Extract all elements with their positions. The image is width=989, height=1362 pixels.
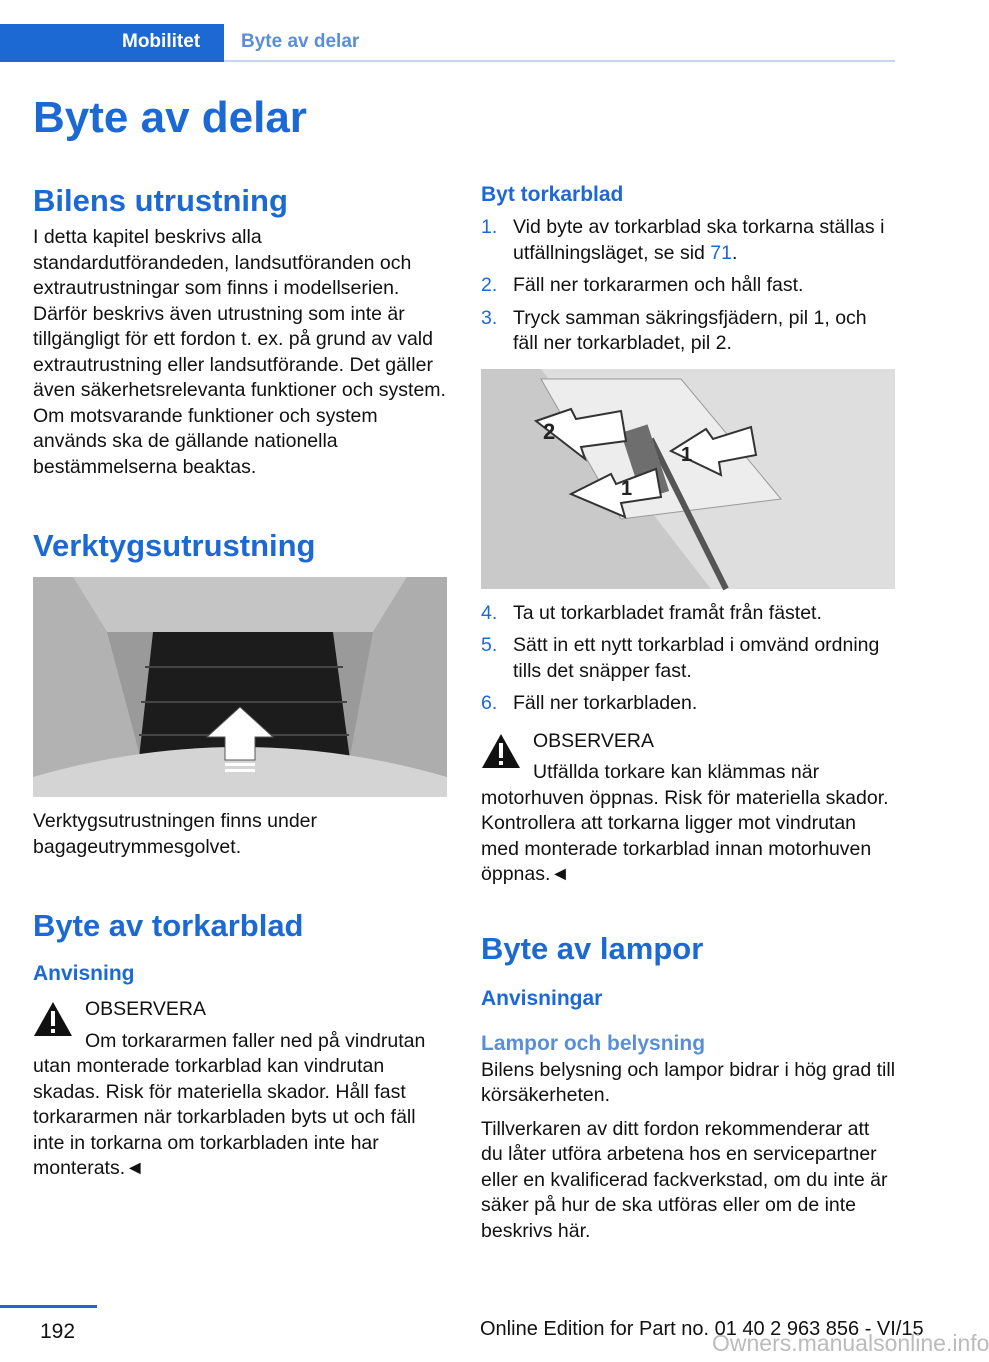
right-column [481, 180, 896, 1244]
step-number: 4. [481, 601, 498, 624]
arrow-label-1b: 1 [621, 477, 633, 500]
page-number: 192 [40, 1320, 76, 1343]
footer-rule [0, 1305, 97, 1308]
arrow-label-1a: 1 [681, 443, 693, 466]
step-text: Fäll ner torkararmen och håll fast. [513, 274, 804, 296]
warning-triangle-icon [481, 733, 521, 769]
tools-caption: Verktygsutrustningen finns under bagageutrymmesgolvet. [33, 810, 318, 858]
warning-text: Om torkararmen faller ned på vindrutan utan monterade torkarblad kan vindrutan skadas. Risk för materiella skador. Håll fast torkararmen när torkarbladen byts ut och fäll inte in torkarna om torkarbladen inte har monterats.◄ [33, 1029, 426, 1179]
header-tab-section[interactable]: Mobilitet [122, 31, 201, 52]
trunk-illustration [33, 577, 447, 797]
subheading-instruction: Anvisning [33, 962, 135, 985]
subheading-instructions: Anvisningar [481, 986, 603, 1010]
header-tab-current[interactable]: Byte av delar [241, 31, 360, 52]
heading-change-wiper: Byt torkarblad [481, 183, 624, 206]
wiper-illustration [481, 369, 895, 589]
page-title: Byte av delar [33, 93, 307, 142]
subheading-lamps-lighting: Lampor och belysning [481, 1031, 706, 1055]
list-item [481, 601, 896, 627]
watermark: Owners.manualsonline.info [712, 1330, 989, 1356]
trunk-floor-figure [33, 577, 447, 797]
warning-title: OBSERVERA [533, 729, 655, 752]
steps-list-b [481, 601, 896, 717]
equipment-text: I detta kapitel beskrivs alla standardutförandeden, landsutföranden och extrautrustningar som finns i modellserien. Därför beskrivs även utrustning som inte är tillgängligt för ett fordon t. ex. på grund av vald extrautrustning eller landsutförande. Det gäller även säkerhetsrelevanta funktioner och system. Om motsvarande funktioner och system används ska de gällande nationella bestämmelserna beaktas. [33, 226, 446, 478]
heading-tools: Verktygsutrustning [33, 528, 316, 563]
lamps-text-2: Tillverkaren av ditt fordon rekommenderar att du låter utföra arbetena hos en servicepartner eller en kvalificerad fackverkstad, om du inte är säker på hur de ska utföras eller om de inte beskrivs här. [481, 1117, 888, 1242]
warning-folded-wiper [481, 729, 896, 888]
step-text: Sätt in ett nytt torkarblad i omvänd ordning tills det snäpper fast. [513, 634, 880, 682]
step-text: Fäll ner torkarbladen. [513, 692, 698, 714]
step-number: 1. [481, 216, 498, 238]
step-number: 5. [481, 634, 498, 656]
left-column [33, 180, 448, 1182]
list-item [481, 633, 896, 684]
list-item [481, 691, 896, 717]
arrow-label-2: 2 [543, 418, 556, 444]
step-number: 2. [481, 274, 498, 296]
list-item [481, 306, 896, 357]
step-number: 6. [481, 692, 498, 714]
heading-wiper: Byte av torkarblad [33, 908, 304, 943]
lamps-text-1: Bilens belysning och lampor bidrar i hög grad till körsäkerheten. [481, 1058, 896, 1106]
wiper-blade-figure [481, 369, 895, 589]
steps-list-a [481, 215, 896, 357]
heading-equipment: Bilens utrustning [33, 183, 288, 218]
page-link[interactable]: 71 [710, 241, 732, 264]
warning-wiper-arm [33, 997, 448, 1182]
warning-title: OBSERVERA [85, 998, 207, 1020]
warning-text: Utfällda torkare kan klämmas när motorhuven öppnas. Risk för materiella skador. Kontrollera att torkarna ligger mot vindrutan med monterade torkarblad innan motorhuven öppnas.◄ [481, 761, 889, 885]
step-text: Tryck samman säkringsfjädern, pil 1, och fäll ner torkarbladet, pil 2. [513, 306, 867, 354]
step-number: 3. [481, 306, 498, 329]
step-text: Vid byte av torkarblad ska torkarna ställas i utfällningsläget, se sid 71. [513, 216, 885, 264]
list-item [481, 215, 896, 266]
warning-triangle-icon [33, 1001, 73, 1037]
heading-lamps: Byte av lampor [481, 930, 704, 966]
edition-text: Online Edition for Part no. 01 40 2 963 856 - VI/15 [480, 1318, 924, 1340]
step-text: Ta ut torkarbladet framåt från fästet. [513, 601, 822, 624]
list-item [481, 273, 896, 299]
